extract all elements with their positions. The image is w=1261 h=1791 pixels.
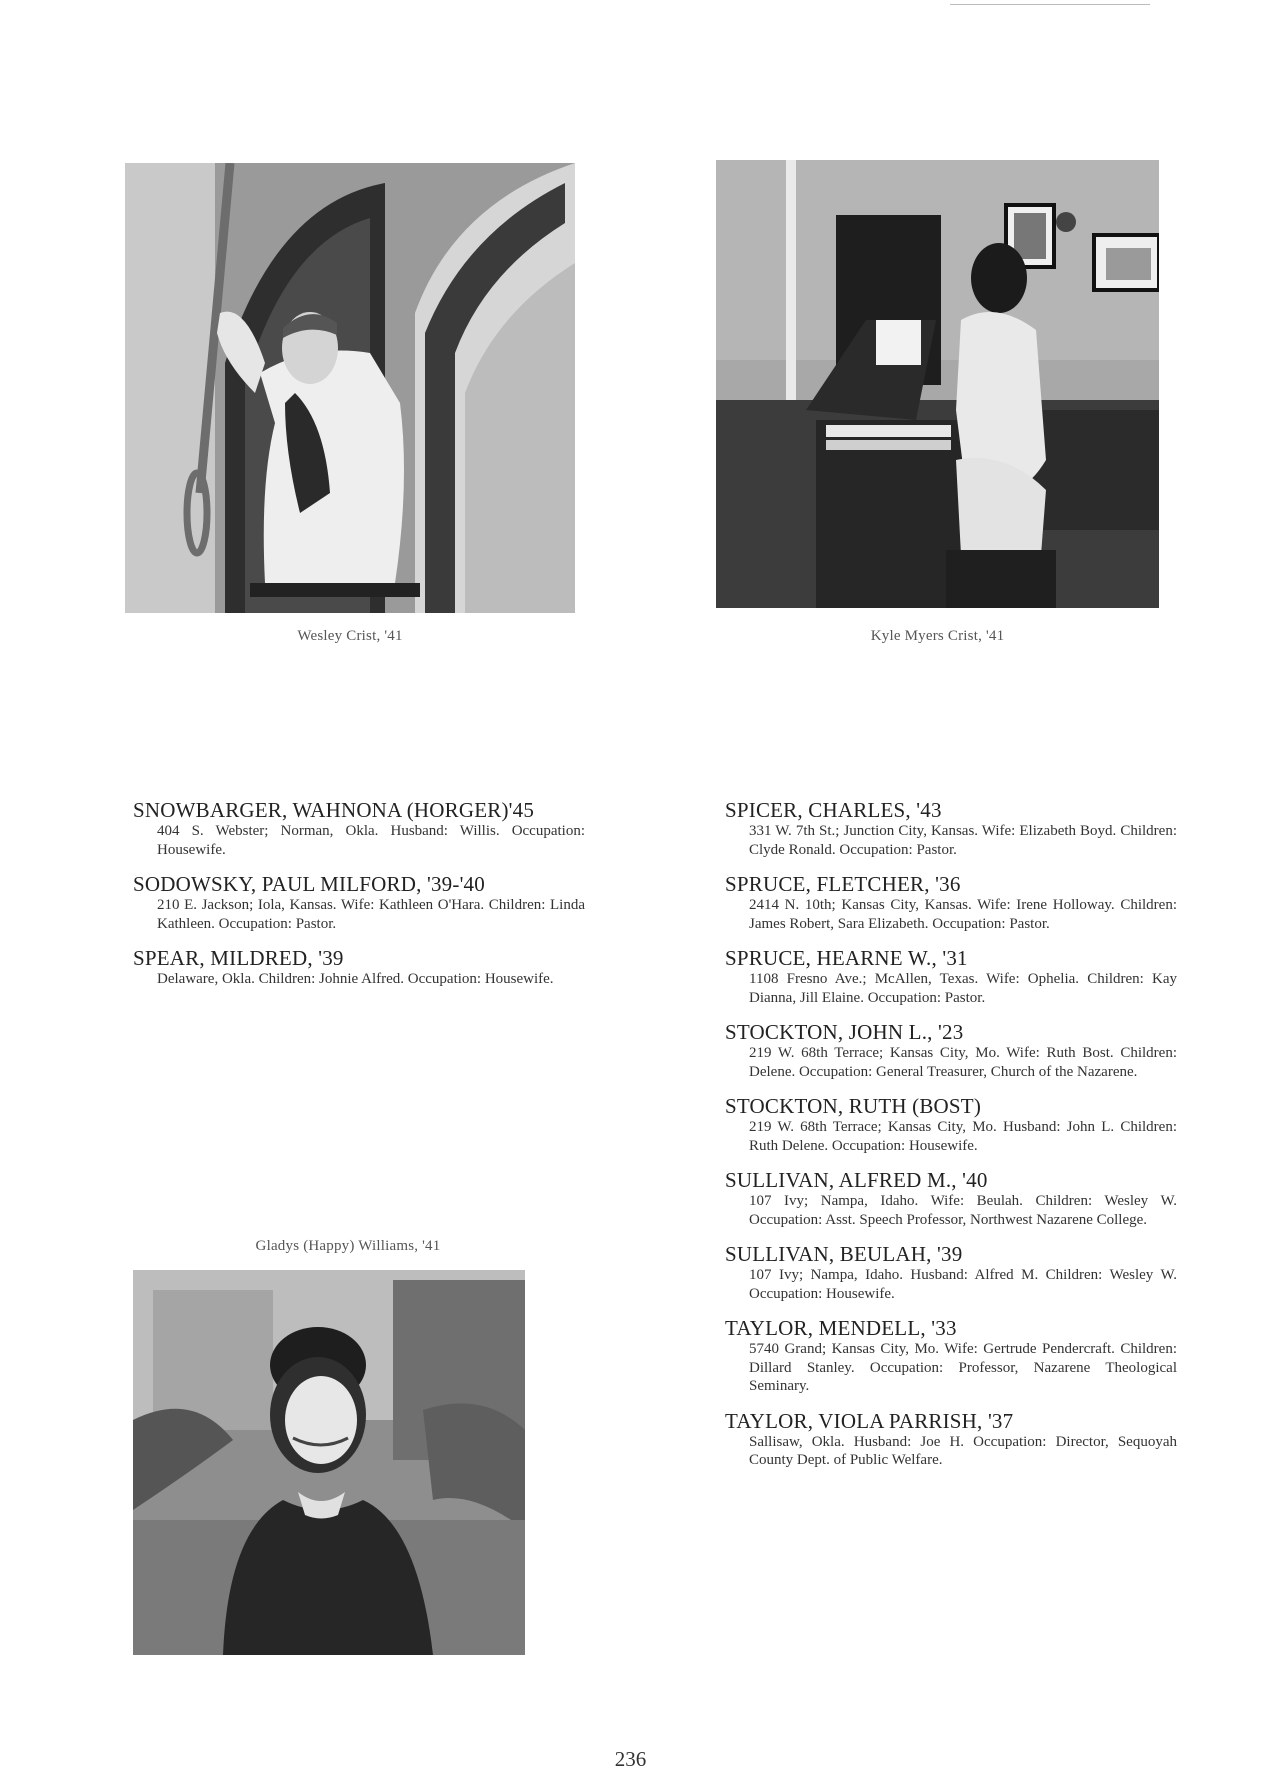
entry-detail: 107 Ivy; Nampa, Idaho. Wife: Beulah. Children: Wesley W. Occupation: Asst. Speech Professor, Northwest Nazarene College.: [749, 1193, 1177, 1228]
entry-detail: 5740 Grand; Kansas City, Mo. Wife: Gertrude Pendercraft. Children: Dillard Stanley. Occupation: Professor, Nazarene Theological Seminary.: [749, 1341, 1177, 1394]
caption-right-photo: Kyle Myers Crist, '41: [870, 628, 1005, 644]
page-number: 236: [614, 1747, 647, 1771]
entry-spruce-hearne: [725, 946, 1177, 1007]
entry-name: SODOWSKY, PAUL MILFORD, '39-'40: [133, 872, 485, 896]
entry-stockton-ruth: [725, 1094, 1177, 1155]
entry-name: TAYLOR, VIOLA PARRISH, '37: [725, 1408, 1014, 1433]
entry-name: SPRUCE, HEARNE W., '31: [725, 946, 968, 970]
caption-bottom-photo: Gladys (Happy) Williams, '41: [255, 1238, 441, 1254]
photo-wesley-crist-image: [125, 163, 575, 613]
entry-taylor-viola: [725, 1409, 1177, 1470]
entry-detail: 107 Ivy; Nampa, Idaho. Husband: Alfred M. Children: Wesley W. Occupation: Housewife.: [749, 1267, 1177, 1302]
entry-sullivan-alfred: [725, 1168, 1177, 1229]
photo-kyle-myers-crist-image: [716, 160, 1159, 608]
entry-taylor-mendell: [725, 1316, 1177, 1396]
entry-name: SPRUCE, FLETCHER, '36: [725, 872, 961, 896]
entry-detail: 331 W. 7th St.; Junction City, Kansas. Wife: Elizabeth Boyd. Children: Clyde Ronald. Occupation: Pastor.: [749, 823, 1177, 858]
entry-detail: 404 S. Webster; Norman, Okla. Husband: Willis. Occupation: Housewife.: [157, 823, 585, 858]
entry-detail: Sallisaw, Okla. Husband: Joe H. Occupation: Director, Sequoyah County Dept. of Public Welfare.: [749, 1433, 1177, 1468]
entry-name: STOCKTON, JOHN L., '23: [725, 1020, 964, 1044]
photo-wesley-crist: [125, 163, 575, 613]
entry-snowbarger: [133, 798, 585, 859]
photo-gladys-williams: [133, 1270, 525, 1655]
entry-detail: 219 W. 68th Terrace; Kansas City, Mo. Husband: John L. Children: Ruth Delene. Occupation: Housewife.: [749, 1119, 1177, 1154]
entry-name: SPICER, CHARLES, '43: [725, 798, 942, 822]
entry-spruce-fletcher: [725, 872, 1177, 933]
entry-stockton-john: [725, 1020, 1177, 1081]
entry-name: SULLIVAN, ALFRED M., '40: [725, 1168, 988, 1192]
photo-gladys-williams-image: [133, 1270, 525, 1655]
entry-name: SNOWBARGER, WAHNONA (HORGER)'45: [133, 798, 535, 822]
entry-spicer: [725, 798, 1177, 859]
entry-name: SPEAR, MILDRED, '39: [133, 946, 344, 970]
entry-sodowsky: [133, 872, 585, 933]
entry-detail: Delaware, Okla. Children: Johnie Alfred. Occupation: Housewife.: [157, 971, 554, 987]
entry-name: SULLIVAN, BEULAH, '39: [725, 1242, 963, 1266]
photo-kyle-myers-crist: [716, 160, 1159, 608]
right-column-entries: [725, 798, 1177, 1483]
entry-name: TAYLOR, MENDELL, '33: [725, 1316, 957, 1340]
entry-detail: 210 E. Jackson; Iola, Kansas. Wife: Kathleen O'Hara. Children: Linda Kathleen. Occupation: Pastor.: [157, 897, 585, 932]
left-column-entries: [133, 798, 585, 1002]
entry-name: STOCKTON, RUTH (BOST): [725, 1094, 982, 1118]
top-rule: [950, 4, 1150, 5]
entry-detail: 2414 N. 10th; Kansas City, Kansas. Wife: Irene Holloway. Children: James Robert, Sara Elizabeth. Occupation: Pastor.: [749, 897, 1177, 932]
entry-sullivan-beulah: [725, 1242, 1177, 1303]
entry-detail: 219 W. 68th Terrace; Kansas City, Mo. Wife: Ruth Bost. Children: Delene. Occupation: General Treasurer, Church of the Nazarene.: [749, 1045, 1177, 1080]
entry-detail: 1108 Fresno Ave.; McAllen, Texas. Wife: Ophelia. Children: Kay Dianna, Jill Elaine. Occupation: Pastor.: [749, 971, 1177, 1006]
caption-left-photo: Wesley Crist, '41: [297, 628, 403, 644]
entry-spear: [133, 946, 585, 989]
